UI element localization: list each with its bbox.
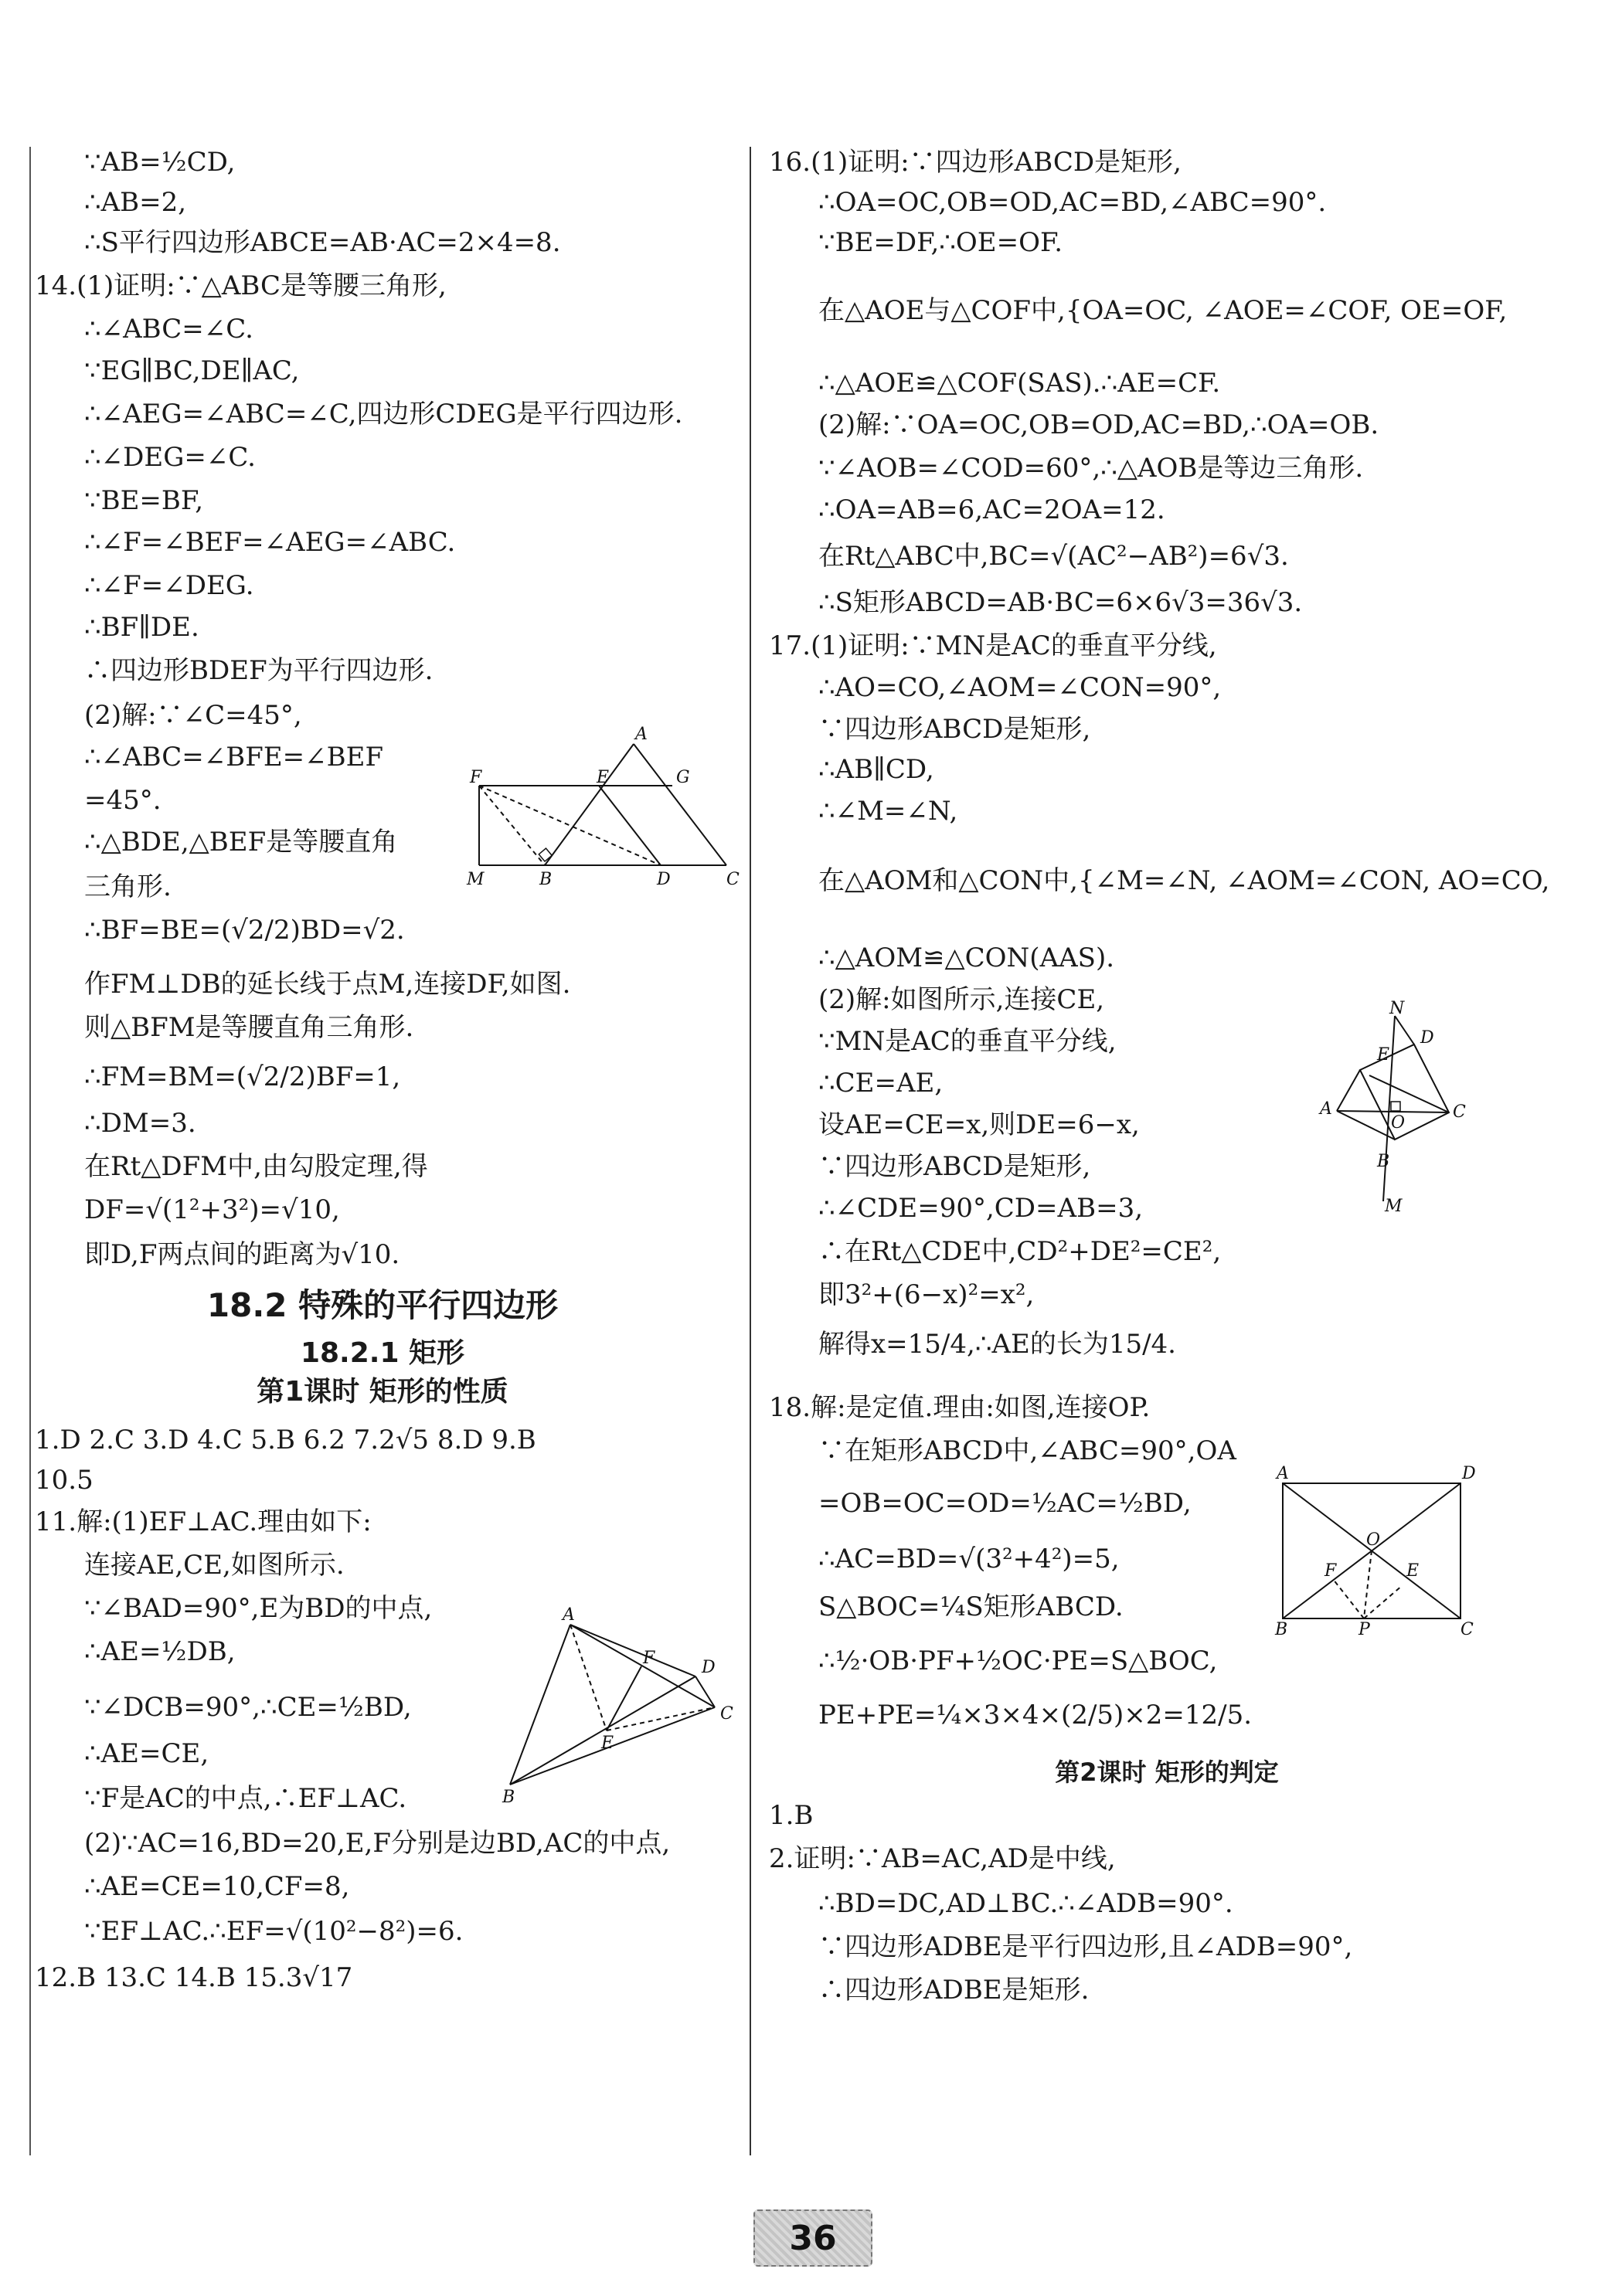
right-text-line: ∴AO=CO,∠AOM=∠CON=90°, — [818, 672, 1222, 703]
figure-point-label: E — [601, 1734, 614, 1753]
left-text-line: 连接AE,CE,如图所示. — [84, 1550, 345, 1581]
left-text-line: ∴S平行四边形ABCE=AB·AC=2×4=8. — [84, 227, 561, 258]
right-text-line: 16.(1)证明:∵四边形ABCD是矩形, — [769, 147, 1182, 178]
right-text-line: ∴∠CDE=90°,CD=AB=3, — [818, 1193, 1144, 1224]
right-text-line: 2.证明:∵AB=AC,AD是中线, — [769, 1843, 1116, 1874]
figure-point-label: A — [563, 1605, 575, 1625]
right-text-line: ∵四边形ABCD是矩形, — [818, 1151, 1091, 1182]
figure-point-label: M — [1385, 1197, 1403, 1216]
figure-point-label: F — [1324, 1561, 1337, 1581]
left-text-line: ∵F是AC的中点,∴EF⊥AC. — [84, 1783, 407, 1814]
left-text-line: ∴BF∥DE. — [84, 612, 199, 643]
figure-point-label: A — [1320, 1099, 1332, 1119]
page-number: 36 — [789, 2218, 837, 2258]
figure-point-label: B — [1275, 1620, 1288, 1639]
left-text-line: ∴AE=½DB, — [84, 1636, 236, 1667]
right-text-line: ∴½·OB·PF+½OC·PE=S△BOC, — [818, 1646, 1218, 1676]
figure-point-label: B — [1377, 1152, 1390, 1171]
figure-point-label: F — [470, 768, 482, 787]
right-text-line: ∵MN是AC的垂直平分线, — [818, 1026, 1117, 1057]
figure-point-label: A — [1277, 1464, 1289, 1483]
left-text-line: ∴∠F=∠BEF=∠AEG=∠ABC. — [84, 527, 456, 558]
right-text-line: 设AE=CE=x,则DE=6−x, — [818, 1109, 1140, 1140]
left-text-line: 在Rt△DFM中,由勾股定理,得 — [84, 1151, 428, 1182]
left-text-line: ∴四边形BDEF为平行四边形. — [84, 655, 434, 686]
left-text-line: 1.D 2.C 3.D 4.C 5.B 6.2 7.2√5 8.D 9.B — [35, 1425, 536, 1455]
left-text-line: 作FM⊥DB的延长线于点M,连接DF,如图. — [84, 969, 571, 1000]
figure-point-label: B — [539, 870, 553, 889]
right-text-line: ∴∠M=∠N, — [818, 796, 958, 827]
figure-18-rectangle — [1267, 1460, 1476, 1639]
right-text-line: ∵四边形ADBE是平行四边形,且∠ADB=90°, — [818, 1931, 1353, 1962]
figure-point-label: C — [1453, 1102, 1466, 1122]
left-text-line: 则△BFM是等腰直角三角形. — [84, 1012, 414, 1043]
figure-point-label: C — [1460, 1620, 1474, 1639]
figure-point-label: E — [1406, 1561, 1420, 1581]
left-text-line: 14.(1)证明:∵△ABC是等腰三角形, — [35, 270, 447, 301]
right-text-line: 17.(1)证明:∵MN是AC的垂直平分线, — [769, 630, 1217, 661]
right-text-line: 第2课时 矩形的判定 — [1055, 1758, 1279, 1787]
figure-point-label: P — [1358, 1620, 1370, 1639]
right-text-line: ∵BE=DF,∴OE=OF. — [818, 227, 1063, 258]
right-text-line: ∴BD=DC,AD⊥BC.∴∠ADB=90°. — [818, 1888, 1233, 1919]
figure-point-label: N — [1389, 999, 1405, 1018]
left-text-line: 第1课时 矩形的性质 — [257, 1376, 508, 1408]
column-divider — [750, 147, 751, 2155]
left-text-line: ∴DM=3. — [84, 1108, 196, 1139]
left-text-line: ∴BF=BE=(√2/2)BD=√2. — [84, 915, 405, 946]
right-text-line: 解得x=15/4,∴AE的长为15/4. — [818, 1329, 1176, 1360]
right-text-line: (2)解:如图所示,连接CE, — [818, 984, 1105, 1015]
left-margin-rule — [29, 147, 31, 2155]
left-text-line: 18.2.1 矩形 — [300, 1337, 465, 1369]
figure-point-label: B — [502, 1788, 515, 1807]
figure-14-parallelogram — [464, 725, 750, 900]
right-text-line: ∴AB∥CD, — [818, 754, 934, 785]
right-text-line: S△BOC=¼S矩形ABCD. — [818, 1591, 1124, 1622]
right-text-line: ∵在矩形ABCD中,∠ABC=90°,OA — [818, 1435, 1236, 1466]
left-text-line: ∴AE=CE, — [84, 1738, 209, 1769]
right-text-line: ∴△AOE≌△COF(SAS).∴AE=CF. — [818, 368, 1221, 399]
right-text-line: 在△AOM和△CON中,{∠M=∠N, ∠AOM=∠CON, AO=CO, — [818, 865, 1550, 896]
left-text-line: ∴∠DEG=∠C. — [84, 442, 256, 473]
left-text-line: ∴AE=CE=10,CF=8, — [84, 1871, 350, 1902]
left-text-line: ∴∠AEG=∠ABC=∠C,四边形CDEG是平行四边形. — [84, 399, 683, 430]
right-text-line: ∴△AOM≌△CON(AAS). — [818, 943, 1115, 973]
left-text-line: 11.解:(1)EF⊥AC.理由如下: — [35, 1506, 372, 1537]
left-text-line: ∴△BDE,△BEF是等腰直角 — [84, 827, 398, 858]
left-text-line: 18.2 特殊的平行四边形 — [206, 1286, 559, 1324]
right-text-line: =OB=OC=OD=½AC=½BD, — [818, 1488, 1192, 1519]
right-text-line: ∴AC=BD=√(3²+4²)=5, — [818, 1544, 1120, 1574]
right-text-line: PE+PE=¼×3×4×(2/5)×2=12/5. — [818, 1700, 1253, 1730]
left-text-line: ∴∠ABC=∠C. — [84, 314, 253, 345]
left-text-line: ∵BE=BF, — [84, 485, 204, 516]
figure-point-label: C — [726, 870, 740, 889]
left-text-line: ∵EF⊥AC.∴EF=√(10²−8²)=6. — [84, 1916, 464, 1947]
figure-17-rectangle — [1314, 999, 1476, 1216]
right-text-line: 在△AOE与△COF中,{OA=OC, ∠AOE=∠COF, OE=OF, — [818, 295, 1508, 326]
left-text-line: ∴AB=2, — [84, 187, 187, 218]
figure-point-label: D — [657, 870, 671, 889]
left-text-line: 12.B 13.C 14.B 15.3√17 — [35, 1962, 353, 1993]
left-text-line: 即D,F两点间的距离为√10. — [84, 1239, 400, 1270]
figure-point-label: G — [676, 768, 690, 787]
right-text-line: ∴OA=OC,OB=OD,AC=BD,∠ABC=90°. — [818, 187, 1327, 218]
figure-point-label: M — [467, 870, 485, 889]
figure-point-label: O — [1391, 1113, 1406, 1133]
left-text-line: (2)∵AC=16,BD=20,E,F分别是边BD,AC的中点, — [84, 1828, 671, 1859]
right-text-line: ∴S矩形ABCD=AB·BC=6×6√3=36√3. — [818, 587, 1303, 618]
left-text-line: ∴∠F=∠DEG. — [84, 570, 254, 601]
left-text-line: (2)解:∵∠C=45°, — [84, 700, 302, 731]
page-number-badge — [753, 2209, 872, 2267]
right-text-line: 即3²+(6−x)²=x², — [818, 1279, 1035, 1310]
right-text-line: ∴CE=AE, — [818, 1068, 944, 1099]
left-text-line: ∵∠BAD=90°,E为BD的中点, — [84, 1593, 433, 1624]
right-text-line: ∴四边形ADBE是矩形. — [818, 1975, 1090, 2006]
left-text-line: ∴∠ABC=∠BFE=∠BEF — [84, 742, 384, 773]
left-text-line: =45°. — [84, 785, 162, 816]
right-text-line: ∴OA=AB=6,AC=2OA=12. — [818, 494, 1165, 525]
figure-point-label: O — [1366, 1530, 1381, 1550]
left-text-line: ∵EG∥BC,DE∥AC, — [84, 355, 300, 386]
right-text-line: ∴在Rt△CDE中,CD²+DE²=CE², — [818, 1236, 1222, 1267]
left-text-line: ∵AB=½CD, — [84, 147, 236, 178]
right-text-line: ∵四边形ABCD是矩形, — [818, 714, 1091, 745]
figure-point-label: D — [1462, 1464, 1476, 1483]
left-text-line: ∵∠DCB=90°,∴CE=½BD, — [84, 1692, 412, 1723]
figure-point-label: C — [720, 1704, 733, 1724]
figure-point-label: D — [1420, 1028, 1434, 1048]
left-text-line: 10.5 — [35, 1465, 94, 1496]
figure-point-label: A — [635, 725, 648, 744]
figure-point-label: F — [643, 1649, 655, 1668]
right-text-line: ∵∠AOB=∠COD=60°,∴△AOB是等边三角形. — [818, 453, 1364, 484]
right-text-line: 18.解:是定值.理由:如图,连接OP. — [769, 1392, 1151, 1423]
right-text-line: 在Rt△ABC中,BC=√(AC²−AB²)=6√3. — [818, 541, 1289, 572]
left-text-line: ∴FM=BM=(√2/2)BF=1, — [84, 1061, 401, 1092]
figure-11-quadrilateral — [502, 1595, 742, 1808]
figure-point-label: E — [1377, 1045, 1390, 1065]
figure-point-label: E — [597, 768, 610, 787]
right-text-line: 1.B — [769, 1800, 814, 1831]
left-text-line: 三角形. — [84, 871, 172, 902]
left-text-line: DF=√(1²+3²)=√10, — [84, 1194, 340, 1225]
right-text-line: (2)解:∵OA=OC,OB=OD,AC=BD,∴OA=OB. — [818, 409, 1379, 440]
figure-point-label: D — [702, 1658, 716, 1677]
